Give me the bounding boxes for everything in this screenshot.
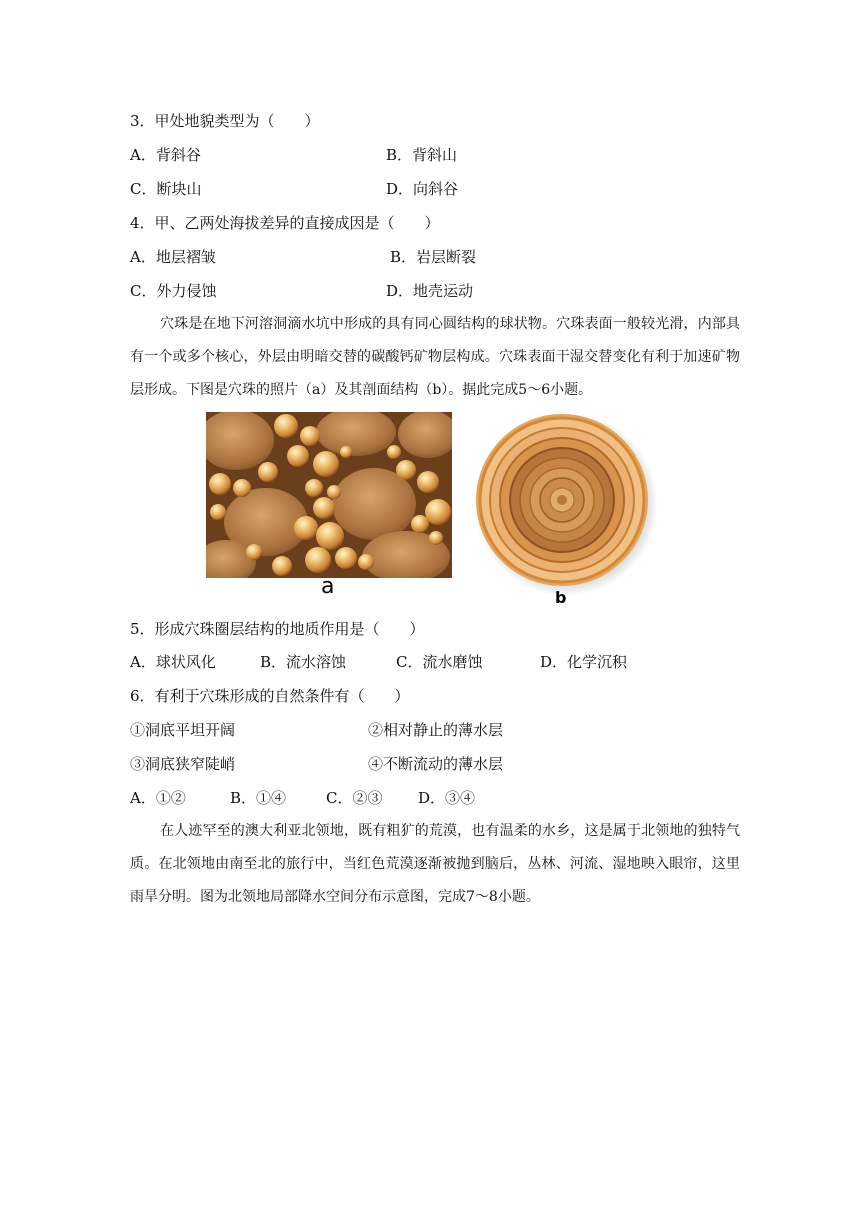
q4-stem: 4．甲、乙两处海拔差异的直接成因是（ ） xyxy=(130,214,440,232)
q6-item-1: ①洞底平坦开阔 xyxy=(130,721,236,739)
q6-item-4: ④不断流动的薄水层 xyxy=(368,755,504,773)
q6-item-2: ②相对静止的薄水层 xyxy=(368,721,504,739)
passage-northern-territory: 在人迹罕至的澳大利亚北领地，既有粗犷的荒漠，也有温柔的水乡，这是属于北领地的独特气质。在北领地由南至北的旅行中，当红色荒漠逐渐被抛到脑后，丛林、河流、湿地映入眼帘，这里雨旱分明。图为北领地局部降水空间分布示意图，完成7～8小题。 xyxy=(130,823,740,905)
q5-option-b: B．流水溶蚀 xyxy=(260,653,347,671)
q4-option-a: A．地层褶皱 xyxy=(130,248,216,266)
cave-pearl-cross-section xyxy=(470,412,656,598)
passage-cave-pearl: 穴珠是在地下河溶洞滴水坑中形成的具有同心圆结构的球状物。穴珠表面一般较光滑，内部具有一个或多个核心，外层由明暗交替的碳酸钙矿物层构成。穴珠表面干湿交替变化有利于加速矿物层形成。下图是穴珠的照片（a）及其剖面结构（b）。据此完成5～6小题。 xyxy=(130,316,740,398)
q3-option-a: A．背斜谷 xyxy=(130,146,201,164)
q6-option-a: A．①② xyxy=(130,789,186,807)
q6-stem: 6．有利于穴珠形成的自然条件有（ ） xyxy=(130,687,410,705)
cave-pearl-photo xyxy=(206,412,452,578)
q5-option-a: A．球状风化 xyxy=(130,653,216,671)
q6-option-d: D．③④ xyxy=(418,789,476,807)
q6-option-c: C．②③ xyxy=(326,789,383,807)
q4-option-d: D．地壳运动 xyxy=(386,282,474,300)
q3-option-b: B．背斜山 xyxy=(386,146,458,164)
q4-option-b: B．岩层断裂 xyxy=(390,248,477,266)
q5-option-c: C．流水磨蚀 xyxy=(396,653,483,671)
q6-option-b: B．①④ xyxy=(230,789,287,807)
figure-b-label: b xyxy=(555,588,567,607)
q3-stem: 3．甲处地貌类型为（ ） xyxy=(130,112,320,130)
q3-option-c: C．断块山 xyxy=(130,180,202,198)
q5-stem: 5．形成穴珠圈层结构的地质作用是（ ） xyxy=(130,620,425,638)
q3-option-d: D．向斜谷 xyxy=(386,180,459,198)
q5-option-d: D．化学沉积 xyxy=(540,653,628,671)
q6-item-3: ③洞底狭窄陡峭 xyxy=(130,755,236,773)
figure-a-label: a xyxy=(321,574,335,599)
q4-option-c: C．外力侵蚀 xyxy=(130,282,217,300)
